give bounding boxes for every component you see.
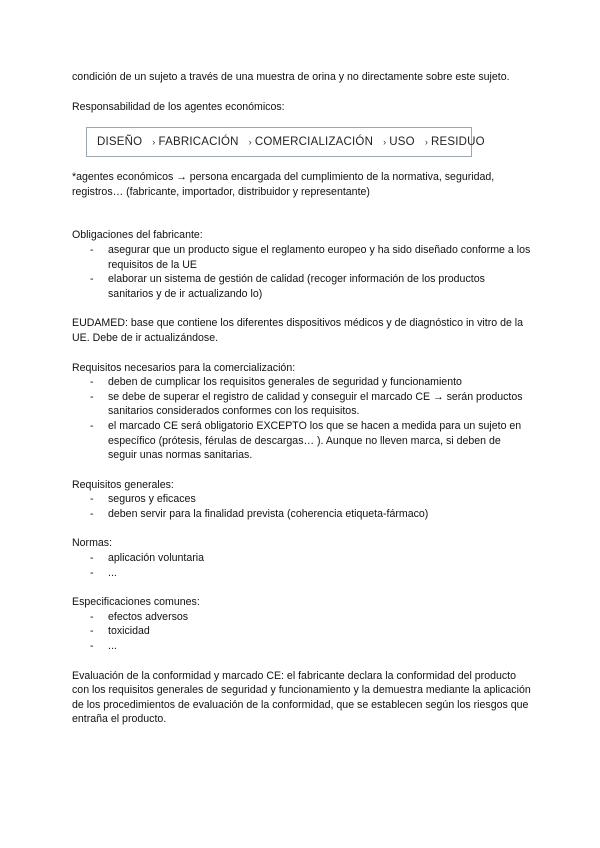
list-item: - asegurar que un producto sigue el reglamento europeo y ha sido diseñado conforme a los requisitos de la UE (90, 243, 531, 271)
chevron-right-icon: › (424, 136, 429, 147)
agentes-note: *agentes económicos → persona encargada del cumplimiento de la normativa, seguridad, registros… (fabricante, importador, distribuidor y representante) (72, 171, 495, 198)
responsabilidad-title: Responsabilidad de los agentes económicos: (72, 100, 285, 113)
chevron-right-icon: › (383, 136, 387, 147)
obligaciones-title: Obligaciones del fabricante: (72, 229, 203, 242)
chevron-right-icon: › (152, 136, 156, 147)
list-item: - seguros y eficaces (90, 493, 196, 506)
flow-step-comercializacion: COMERCIALIZACIÓN (254, 135, 374, 148)
normas-title: Normas: (72, 537, 113, 550)
requisitos-comercializacion-title: Requisitos necesarios para la comercialización: (72, 361, 296, 374)
list-item: - deben servir para la finalidad prevista (coherencia etiqueta-fármaco) (90, 507, 429, 520)
document-page (72, 70, 532, 727)
especificaciones-title: Especificaciones comunes: (72, 596, 200, 609)
list-item: - ... (90, 640, 117, 653)
chevron-right-icon: › (248, 136, 252, 147)
eudamed-paragraph: EUDAMED: base que contiene los diferentes dispositivos médicos y de diagnóstico in vitro de la UE. Debe de ir actualizándose. (72, 317, 524, 344)
requisitos-comercializacion-list (72, 375, 532, 463)
requisitos-generales-list (72, 492, 532, 521)
list-item: - se debe de superar el registro de calidad y conseguir el marcado CE → serán productos sanitarios considerados conformes con los requisitos. (90, 390, 523, 418)
list-item: - elaborar un sistema de gestión de calidad (recoger información de los productos sanitarios y de ir actualizando lo) (90, 273, 485, 300)
flow-step-fabricacion: FABRICACIÓN (158, 135, 239, 148)
list-item: - efectos adversos (90, 610, 189, 623)
intro-continuation: condición de un sujeto a través de una muestra de orina y no directamente sobre este sujeto. (72, 71, 510, 83)
flow-step-uso: USO (389, 135, 415, 148)
evaluacion-paragraph: Evaluación de la conformidad y marcado CE: el fabricante declara la conformidad del producto con los requisitos generales de seguridad y funcionamiento y la demuestra mediante la aplicación de los procedimientos de evaluación de la conformidad, que se establecen según los riesgos que entraña el producto. (72, 669, 531, 726)
list-item: - aplicación voluntaria (90, 552, 204, 565)
list-item: - ... (90, 566, 117, 579)
list-item: - deben de cumplicar los requisitos generales de seguridad y funcionamiento (90, 376, 462, 389)
list-item: - toxicidad (90, 625, 150, 638)
obligaciones-list (72, 243, 532, 301)
normas-list (72, 551, 532, 580)
flow-step-residuo: RESIDUO (431, 135, 485, 148)
lifecycle-flow-diagram (86, 127, 485, 157)
especificaciones-list (72, 610, 532, 654)
requisitos-generales-title: Requisitos generales: (72, 478, 174, 491)
flow-step-diseno: DISEÑO (97, 135, 143, 148)
list-item: - el marcado CE será obligatorio EXCEPTO los que se hacen a medida para un sujeto en específico (prótesis, férulas de descargas… ). Aunque no lleven marca, si deben de seguir unas normas sanitarias. (90, 419, 522, 462)
